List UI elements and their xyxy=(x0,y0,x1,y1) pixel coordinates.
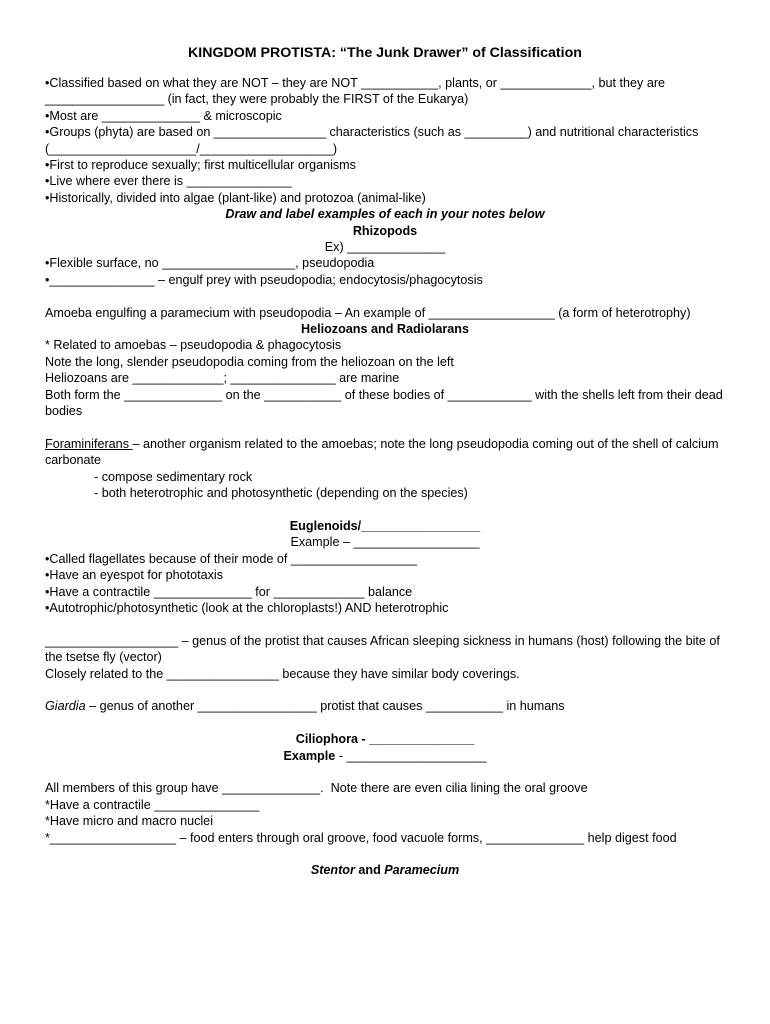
and-word: and xyxy=(354,863,385,878)
intro-line-live-where: •Live where ever there is _______________ xyxy=(45,174,292,189)
giardia-line xyxy=(45,698,725,714)
giardia-term: Giardia xyxy=(45,699,86,714)
ciliophora-line-contractile: *Have a contractile _______________ xyxy=(45,797,260,812)
foraminiferans-bullet-sedimentary: - compose sedimentary rock xyxy=(94,469,253,484)
page-title: KINGDOM PROTISTA: “The Junk Drawer” of Classification xyxy=(188,45,582,61)
heliozoans-line-both-form: Both form the ______________ on the ___________ of these bodies of ____________ with the shells left from their dead bodies xyxy=(45,387,727,419)
euglenoids-line-autotrophic: •Autotrophic/photosynthetic (look at the chloroplasts!) AND heterotrophic xyxy=(45,600,449,615)
heliozoans-heading: Heliozoans and Radiolarans xyxy=(301,322,469,337)
ciliophora-example xyxy=(45,748,725,764)
ciliophora-line-members: All members of this group have ______________. Note there are even cilia lining the oral groove xyxy=(45,781,588,796)
foraminiferans-term: Foraminiferans xyxy=(45,436,133,451)
foraminiferans-description: – another organism related to the amoebas; note the long pseudopodia coming out of the shell of calcium carbonate xyxy=(45,436,722,468)
giardia-description: – genus of another _________________ protist that causes ___________ in humans xyxy=(85,699,565,714)
rhizopods-example: Ex) ______________ xyxy=(324,240,446,255)
rhizopods-line-engulf: •_______________ – engulf prey with pseudopodia; endocytosis/phagocytosis xyxy=(45,272,483,287)
intro-line-historically: •Historically, divided into algae (plant-like) and protozoa (animal-like) xyxy=(45,190,426,205)
foraminiferans-bullet-heterotrophic: - both heterotrophic and photosynthetic (depending on the species) xyxy=(94,486,468,501)
euglenoids-line-closely-related: Closely related to the ________________ because they have similar body coverings. xyxy=(45,666,520,681)
euglenoids-heading: Euglenoids/_________________ xyxy=(289,518,481,533)
worksheet-page xyxy=(45,44,725,879)
euglenoids-line-contractile: •Have a contractile ______________ for _____________ balance xyxy=(45,584,413,599)
ciliophora-line-nuclei: *Have micro and macro nuclei xyxy=(45,814,213,829)
heliozoans-line-note: Note the long, slender pseudopodia coming from the heliozoan on the left xyxy=(45,354,454,369)
intro-line-classified: •Classified based on what they are NOT – they are NOT ___________, plants, or _____________, but they are _________________ (in fact, they were probably the FIRST of the Eukarya) xyxy=(45,76,669,107)
intro-line-groups: •Groups (phyta) are based on ________________ characteristics (such as _________) and nutritional characteristics (_____________________/___________________) xyxy=(45,125,702,156)
ciliophora-heading: Ciliophora - _______________ xyxy=(295,732,475,747)
euglenoids-line-flagellates: •Called flagellates because of their mode of __________________ xyxy=(45,551,418,566)
stentor-term: Stentor xyxy=(310,863,355,878)
euglenoids-line-sleeping-sickness: ___________________ – genus of the protist that causes African sleeping sickness in humans (host) following the bite of the tsetse fly (vector) xyxy=(45,633,724,665)
rhizopods-heading: Rhizopods xyxy=(352,223,418,238)
euglenoids-example: Example – __________________ xyxy=(290,535,480,550)
paramecium-term: Paramecium xyxy=(384,863,460,878)
draw-label-instruction: Draw and label examples of each in your notes below xyxy=(225,207,545,222)
foraminiferans-paragraph xyxy=(45,436,725,469)
ciliophora-example-label: Example xyxy=(283,748,336,763)
heliozoans-line-related: * Related to amoebas – pseudopodia & phagocytosis xyxy=(45,338,342,353)
intro-line-most-are: •Most are ______________ & microscopic xyxy=(45,108,282,123)
rhizopods-line-flexible: •Flexible surface, no ___________________, pseudopodia xyxy=(45,256,375,271)
heliozoans-line-marine: Heliozoans are _____________; _______________ are marine xyxy=(45,371,400,386)
intro-line-first-sexual: •First to reproduce sexually; first multicellular organisms xyxy=(45,158,356,173)
euglenoids-line-eyespot: •Have an eyespot for phototaxis xyxy=(45,568,224,583)
ciliophora-line-food: *__________________ – food enters through oral groove, food vacuole forms, ______________ help digest food xyxy=(45,830,677,845)
stentor-paramecium-heading xyxy=(45,862,725,878)
rhizopods-line-amoeba: Amoeba engulfing a paramecium with pseudopodia – An example of __________________ (a form of heterotrophy) xyxy=(45,305,691,320)
ciliophora-example-blank: - ____________________ xyxy=(335,748,487,763)
